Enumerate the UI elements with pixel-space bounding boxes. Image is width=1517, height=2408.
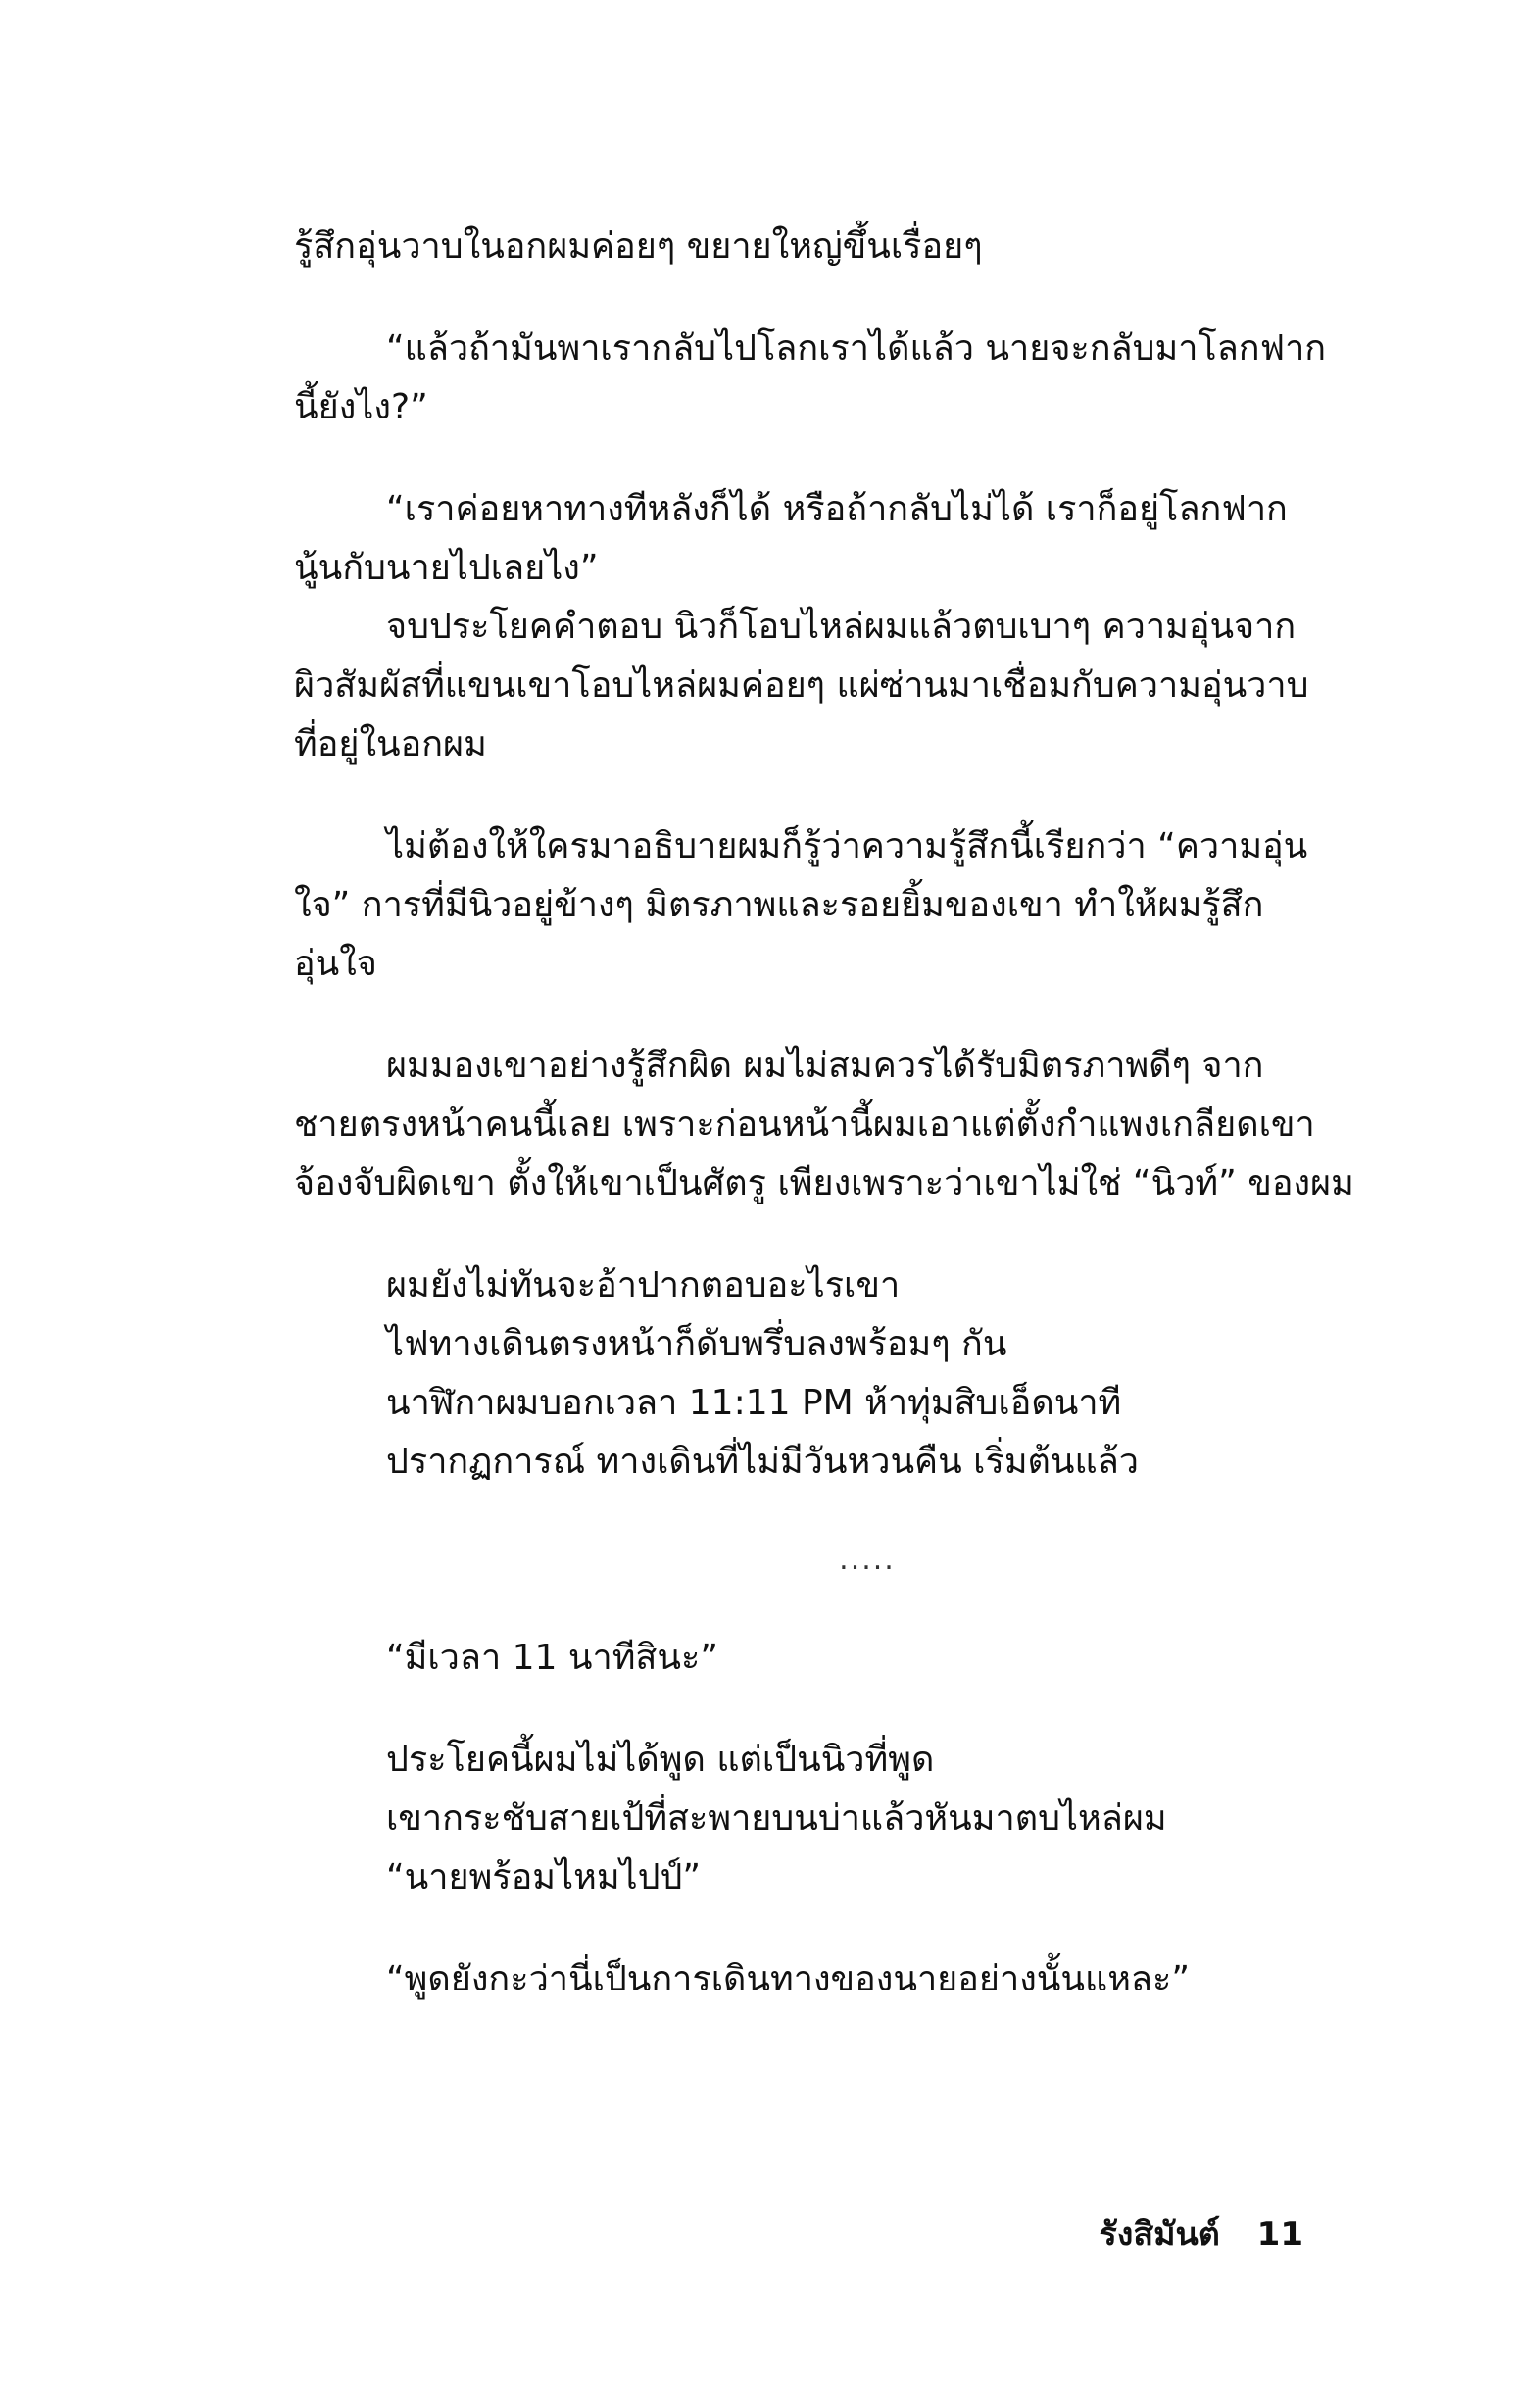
text-line: “มีเวลา 11 นาทีสินะ” [386,1638,718,1678]
scene-break-dots: ..... [839,1543,896,1577]
text-line: ผมยังไม่ทันจะอ้าปากตอบอะไรเขา [386,1265,901,1305]
text-line: “เราค่อยหาทางทีหลังก็ได้ หรือถ้ากลับไม่ได้ เราก็อยู่โลกฟาก [386,489,1288,529]
book-title: รังสิมันต์ [1099,2215,1220,2254]
paragraph-5 [294,817,1308,994]
text-line: “พูดยังกะว่านี่เป็นการเดินทางของนายอย่างนั้นแหละ” [386,1959,1190,1999]
text-line: “แล้วถ้ามันพาเรากลับไปโลกเราได้แล้ว นายจะกลับมาโลกฟาก [386,328,1327,369]
text-line: นี้ยังไง?” [294,387,428,427]
text-line: “นายพร้อมไหมไปป์” [386,1857,702,1897]
paragraph-9 [294,1731,1303,1907]
text-line: ปรากฏการณ์ ทางเดินที่ไม่มีวันหวนคืน เริ่มต้นแล้ว [386,1442,1140,1482]
text-line: ผิวสัมผัสที่แขนเขาโอบไหล่ผมค่อยๆ แผ่ซ่านมาเชื่อมกับความอุ่นวาบ [294,665,1309,706]
paragraph-4 [294,598,1309,774]
page-footer [1099,2213,1303,2256]
paragraph-6 [294,1037,1354,1213]
text-line: ไฟทางเดินตรงหน้าก็ดับพรึ่บลงพร้อมๆ กัน [386,1324,1007,1364]
text-line: อุ่นใจ [294,944,377,984]
paragraph-10 [294,1950,1303,2009]
paragraph-1 [294,218,1303,276]
text-line: นาฬิกาผมบอกเวลา 11:11 PM ห้าทุ่มสิบเอ็ดนาที [386,1383,1122,1423]
text-line: จบประโยคคำตอบ นิวก็โอบไหล่ผมแล้วตบเบาๆ ความอุ่นจาก [386,607,1297,647]
text-line: จ้องจับผิดเขา ตั้งให้เขาเป็นศัตรู เพียงเพราะว่าเขาไม่ใช่ “นิวท์” ของผม [294,1163,1354,1204]
text-line: ชายตรงหน้าคนนี้เลย เพราะก่อนหน้านี้ผมเอาแต่ตั้งกำแพงเกลียดเขา [294,1105,1315,1145]
scene-break [294,1531,1303,1590]
text-line: ไม่ต้องให้ใครมาอธิบายผมก็รู้ว่าความรู้สึกนี้เรียกว่า “ความอุ่น [386,826,1308,866]
text-line: ประโยคนี้ผมไม่ได้พูด แต่เป็นนิวที่พูด [386,1740,935,1780]
paragraph-7 [294,1256,1303,1492]
paragraph-3 [294,480,1303,598]
text-line: ใจ” การที่มีนิวอยู่ข้างๆ มิตรภาพและรอยยิ้มของเขา ทำให้ผมรู้สึก [294,885,1264,925]
text-line: นู้นกับนายไปเลยไง” [294,548,599,588]
text-line: รู้สึกอุ่นวาบในอกผมค่อยๆ ขยายใหญ่ขึ้นเรื่อยๆ [294,226,983,267]
text-line: ผมมองเขาอย่างรู้สึกผิด ผมไม่สมควรได้รับมิตรภาพดีๆ จาก [386,1046,1264,1086]
page-body [294,218,1354,2009]
page-number: 11 [1256,2215,1303,2254]
paragraph-8 [294,1629,1303,1688]
paragraph-2 [294,319,1327,437]
text-line: ที่อยู่ในอกผม [294,724,487,764]
text-line: เขากระชับสายเป้ที่สะพายบนบ่าแล้วหันมาตบไหล่ผม [386,1798,1167,1839]
